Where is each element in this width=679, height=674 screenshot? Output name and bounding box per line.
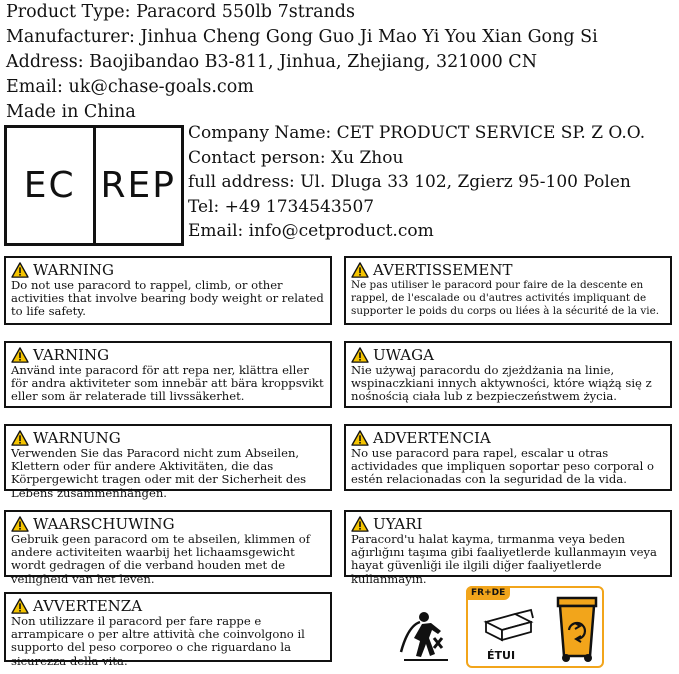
product-type: Product Type: Paracord 550lb 7strands bbox=[6, 2, 355, 22]
warning-box-it bbox=[4, 592, 332, 668]
company-email: Email: info@cetproduct.com bbox=[188, 221, 434, 241]
region-badge: FR+DE bbox=[466, 586, 510, 600]
warning-text: Ne pas utiliser le paracord pour faire de la descente en rappel, de l'escalade ou d'autres activités impliquant de supporter le poids du corps ou liées à la sécurité de la vie. bbox=[351, 279, 660, 318]
warning-title: AVERTISSEMENT bbox=[373, 260, 513, 279]
warning-title: WARNING bbox=[33, 260, 114, 279]
manufacturer-address: Address: Baojibandao B3-811, Jinhua, Zhejiang, 321000 CN bbox=[6, 52, 538, 72]
packaging-label: ÉTUI bbox=[487, 649, 516, 662]
manufacturer-info bbox=[6, 0, 676, 125]
recycling-bin-icon bbox=[554, 594, 600, 664]
warning-box-fr bbox=[344, 256, 672, 325]
warning-title: UWAGA bbox=[373, 345, 434, 364]
warning-text: No use paracord para rapel, escalar u otras actividades que impliquen soportar peso corporal o estén relacionadas con la seguridad de la vida. bbox=[351, 446, 654, 487]
warning-box-sv bbox=[4, 341, 332, 408]
warning-text: Använd inte paracord för att repa ner, klättra eller för andra aktiviteter som innebär att bära kroppsvikt eller som är relaterade till livssäkerhet. bbox=[11, 363, 324, 404]
warning-box-tr bbox=[344, 510, 672, 586]
warning-box-nl bbox=[4, 510, 332, 586]
company-address: full address: Ul. Dluga 33 102, Zgierz 95-100 Polen bbox=[188, 172, 631, 192]
warning-text: Paracord'u halat kayma, tırmanma veya beden ağırlığını taşıma gibi faaliyetlerde kullanmayın veya hayat güvenliği ile ilgili diğer faaliyetlerde kullanmayın. bbox=[351, 532, 657, 586]
warning-title: WAARSCHUWING bbox=[33, 514, 175, 533]
warning-title: AVVERTENZA bbox=[33, 596, 143, 615]
warning-text: Nie używaj paracordu do zjeżdżania na linie, wspinaczkiani innych aktywności, które wiążą się z nośnością ciała lub z bezpieczeństwem życia. bbox=[351, 363, 652, 404]
warning-triangle-icon bbox=[351, 516, 369, 532]
warning-triangle-icon bbox=[351, 262, 369, 278]
warning-title: UYARI bbox=[373, 514, 423, 533]
company-name: Company Name: CET PRODUCT SERVICE SP. Z O.O. bbox=[188, 123, 646, 143]
ec-rep-left: EC bbox=[23, 165, 76, 206]
country-of-origin: Made in China bbox=[6, 102, 136, 122]
warning-text: Do not use paracord to rappel, climb, or other activities that involve bearing body weight or related to life safety. bbox=[11, 278, 324, 319]
warning-box-pl bbox=[344, 341, 672, 408]
eu-representative-info bbox=[188, 121, 676, 244]
company-tel: Tel: +49 1734543507 bbox=[188, 196, 375, 217]
ec-rep-logo bbox=[4, 125, 184, 246]
warning-triangle-icon bbox=[11, 516, 29, 532]
warning-title: WARNUNG bbox=[33, 428, 121, 447]
warning-box-de bbox=[4, 424, 332, 500]
manufacturer-email: Email: uk@chase-goals.com bbox=[6, 77, 254, 97]
warning-triangle-icon bbox=[351, 430, 369, 446]
tidyman-icon bbox=[398, 608, 456, 666]
warning-triangle-icon bbox=[351, 347, 369, 363]
warning-triangle-icon bbox=[11, 262, 29, 278]
warning-box-en bbox=[4, 256, 332, 325]
warning-title: ADVERTENCIA bbox=[373, 428, 491, 447]
warning-triangle-icon bbox=[11, 598, 29, 614]
box-icon bbox=[483, 608, 535, 648]
contact-person: Contact person: Xu Zhou bbox=[188, 147, 404, 168]
warning-triangle-icon bbox=[11, 430, 29, 446]
manufacturer: Manufacturer: Jinhua Cheng Gong Guo Ji Mao Yi You Xian Gong Si bbox=[6, 27, 598, 47]
warning-box-es bbox=[344, 424, 672, 491]
sorting-info-panel bbox=[466, 586, 604, 668]
warning-text: Non utilizzare il paracord per fare rappe e arrampicare o per altre attività che coinvolgono il supporto del peso corporeo o che riguardano la sicurezza della vita. bbox=[11, 614, 305, 668]
warning-text: Gebruik geen paracord om te abseilen, klimmen of andere activiteiten waarbij het lichaamsgewicht wordt gedragen of die verband houden met de veiligheid van het leven. bbox=[11, 532, 311, 586]
warning-triangle-icon bbox=[11, 347, 29, 363]
ec-rep-right: REP bbox=[93, 128, 182, 243]
warning-title: VARNING bbox=[33, 345, 110, 364]
warning-text: Verwenden Sie das Paracord nicht zum Abseilen, Klettern oder für andere Aktivitäten, die das Körpergewicht tragen oder mit der Sicherheit des Lebens zusammenhängen. bbox=[11, 446, 307, 500]
